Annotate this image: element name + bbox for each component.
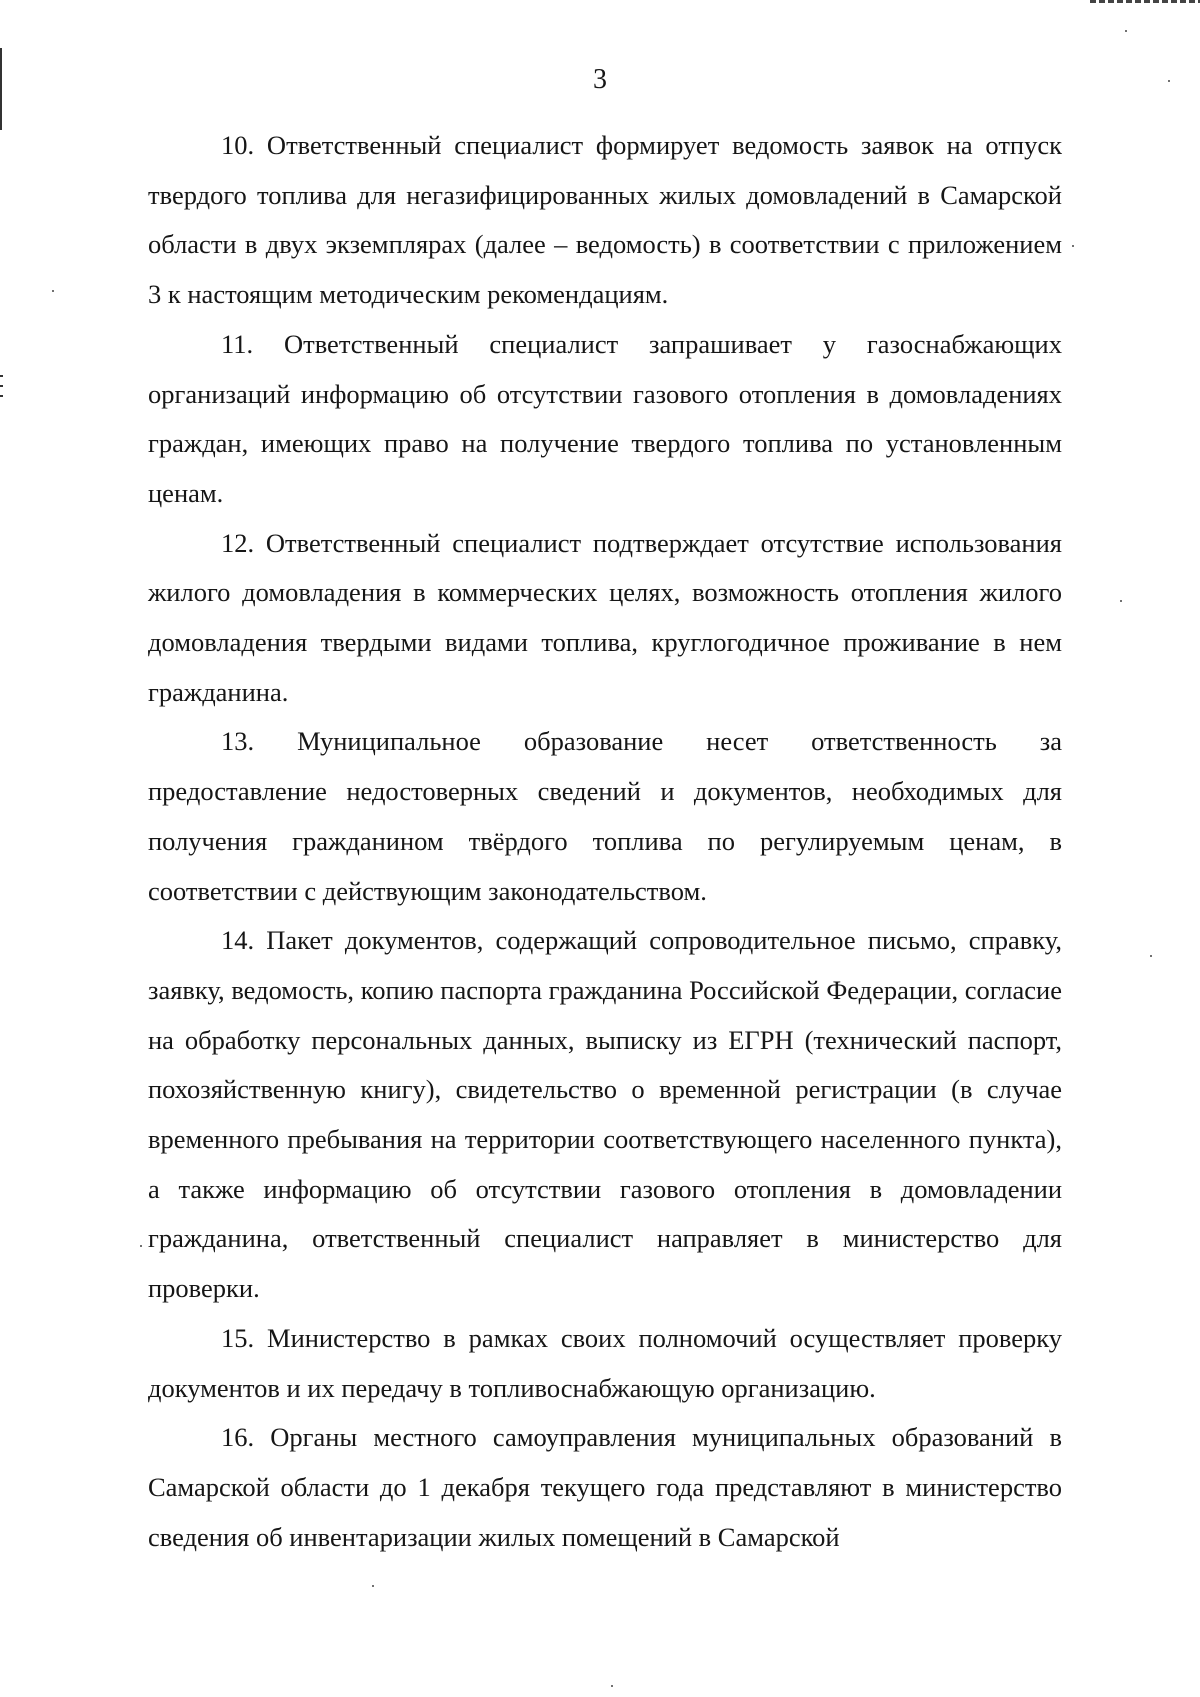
scan-speck (140, 1245, 142, 1247)
scan-edge-mark (1090, 0, 1200, 3)
scan-binding-mark (0, 385, 3, 387)
paragraph-12: 12. Ответственный специалист подтверждает отсутствие использования жилого домовладения в коммерческих целях, возможность отопления жилого домовладения твердыми видами топлива, круглогодичное проживание в нем гражданина. (148, 527, 1062, 707)
paragraph-16: 16. Органы местного самоуправления муниципальных образований в Самарской области до 1 декабря текущего года представляют в министерство сведения об инвентаризации жилых помещений в Самарской (148, 1422, 1062, 1552)
paragraph-14: 14. Пакет документов, содержащий сопроводительное письмо, справку, заявку, ведомость, копию паспорта гражданина Российской Федерации, согласие на обработку персональных данных, выписку из ЕГРН (технический паспорт, похозяйственную книгу), свидетельство о временной регистрации (в случае временного пребывания на территории соответствующего населенного пункта), а также информацию об отсутствии газового отопления в домовладении гражданина, ответственный специалист направляет в министерство для проверки. (148, 925, 1062, 1304)
scan-speck (52, 290, 54, 292)
paragraph-13: 13. Муниципальное образование несет ответственность за предоставление недостоверных сведений и документов, необходимых для получения гражданином твёрдого топлива по регулируемым ценам, в соответствии с действующим законодательством. (148, 726, 1062, 906)
scan-speck (1150, 955, 1152, 957)
scan-speck (611, 1685, 613, 1687)
document-body (148, 121, 1062, 1562)
scan-binding-mark (0, 395, 3, 397)
scan-binding-mark (0, 375, 3, 377)
page-number: 3 (593, 64, 607, 95)
paragraph-15: 15. Министерство в рамках своих полномочий осуществляет проверку документов и их передачу в топливоснабжающую организацию. (148, 1322, 1062, 1403)
paragraph-10: 10. Ответственный специалист формирует ведомость заявок на отпуск твердого топлива для негазифицированных жилых домовладений в Самарской области в двух экземплярах (далее – ведомость) в соответствии с приложением 3 к настоящим методическим рекомендациям. (148, 130, 1062, 310)
scan-speck (1125, 30, 1127, 32)
scan-speck (1072, 245, 1074, 247)
scan-speck (1120, 600, 1122, 602)
paragraph-11: 11. Ответственный специалист запрашивает у газоснабжающих организаций информацию об отсутствии газового отопления в домовладениях граждан, имеющих право на получение твердого топлива по установленным ценам. (148, 328, 1062, 508)
scan-speck (372, 1585, 374, 1587)
